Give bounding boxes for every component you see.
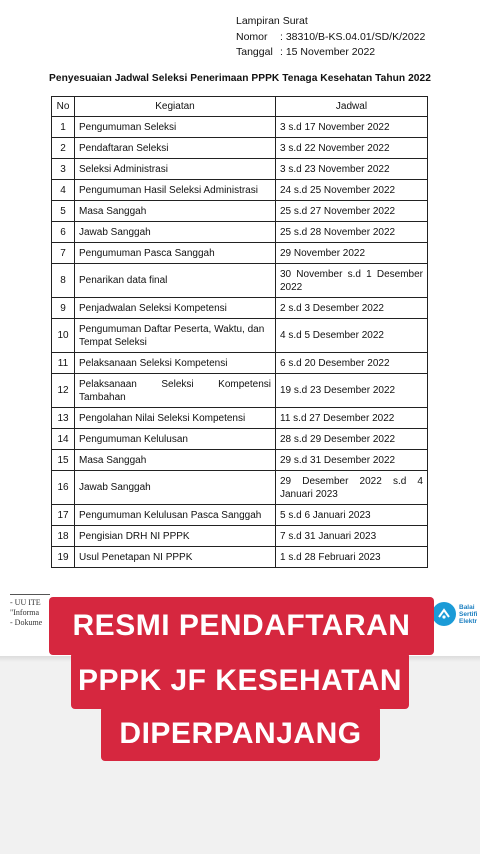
row-jadwal: 5 s.d 6 Januari 2023 — [276, 505, 428, 526]
table-row — [52, 180, 428, 201]
table-row — [52, 471, 428, 505]
banner-line-3: DIPERPANJANG — [101, 706, 380, 761]
banner-line-1: RESMI PENDAFTARAN — [49, 597, 434, 655]
row-kegiatan: Masa Sanggah — [75, 201, 276, 222]
footer-note: "Informa — [10, 608, 40, 617]
bsre-logo — [432, 602, 477, 626]
row-kegiatan: Penarikan data final — [75, 264, 276, 298]
table-row — [52, 408, 428, 429]
row-kegiatan: Pengumuman Kelulusan Pasca Sanggah — [75, 505, 276, 526]
table-row — [52, 547, 428, 568]
header-kegiatan: Kegiatan — [75, 97, 276, 117]
document-title: Penyesuaian Jadwal Seleksi Penerimaan PPPK Tenaga Kesehatan Tahun 2022 — [49, 73, 431, 84]
row-jadwal: 4 s.d 5 Desember 2022 — [276, 319, 428, 353]
row-jadwal: 29 November 2022 — [276, 243, 428, 264]
row-jadwal: 3 s.d 22 November 2022 — [276, 138, 428, 159]
attachment-heading: Lampiran Surat — [236, 15, 308, 27]
tanggal-label: Tanggal — [236, 46, 273, 58]
table-header-row — [52, 97, 428, 117]
row-kegiatan: Pengumuman Pasca Sanggah — [75, 243, 276, 264]
tanggal-value: : 15 November 2022 — [280, 46, 376, 58]
nomor-value: : 38310/B-KS.04.01/SD/K/2022 — [280, 30, 426, 43]
row-kegiatan: Usul Penetapan NI PPPK — [75, 547, 276, 568]
row-kegiatan: Seleksi Administrasi — [75, 159, 276, 180]
row-kegiatan: Jawab Sanggah — [75, 471, 276, 505]
table-row — [52, 264, 428, 298]
row-jadwal: 29 Desember 2022 s.d 4 Januari 2023 — [276, 471, 428, 505]
footer-divider — [10, 594, 50, 595]
table-row — [52, 374, 428, 408]
row-kegiatan: Pengumuman Seleksi — [75, 117, 276, 138]
header-jadwal: Jadwal — [276, 97, 428, 117]
footer-note: - Dokume — [10, 618, 43, 627]
table-row — [52, 138, 428, 159]
row-no: 2 — [52, 138, 75, 159]
bsre-logo-text: Balai Sertifi Elektr — [459, 603, 478, 625]
row-jadwal: 29 s.d 31 Desember 2022 — [276, 450, 428, 471]
row-no: 11 — [52, 353, 75, 374]
nomor-row — [236, 30, 425, 46]
row-no: 5 — [52, 201, 75, 222]
row-no: 13 — [52, 408, 75, 429]
schedule-table — [51, 96, 428, 568]
row-jadwal: 2 s.d 3 Desember 2022 — [276, 298, 428, 319]
bsre-logo-icon — [432, 602, 456, 626]
row-no: 1 — [52, 117, 75, 138]
table-row — [52, 159, 428, 180]
nomor-label: Nomor — [236, 30, 268, 43]
row-jadwal: 30 November s.d 1 Desember 2022 — [276, 264, 428, 298]
row-no: 15 — [52, 450, 75, 471]
row-jadwal: 24 s.d 25 November 2022 — [276, 180, 428, 201]
row-jadwal: 1 s.d 28 Februari 2023 — [276, 547, 428, 568]
row-jadwal: 7 s.d 31 Januari 2023 — [276, 526, 428, 547]
banner-line-2: PPPK JF KESEHATAN — [71, 652, 409, 709]
row-jadwal: 11 s.d 27 Desember 2022 — [276, 408, 428, 429]
row-jadwal: 25 s.d 28 November 2022 — [276, 222, 428, 243]
row-kegiatan: Pelaksanaan Seleksi Kompetensi — [75, 353, 276, 374]
row-no: 14 — [52, 429, 75, 450]
row-no: 3 — [52, 159, 75, 180]
row-no: 9 — [52, 298, 75, 319]
table-row — [52, 450, 428, 471]
table-row — [52, 526, 428, 547]
row-no: 18 — [52, 526, 75, 547]
table-row — [52, 298, 428, 319]
row-kegiatan: Masa Sanggah — [75, 450, 276, 471]
row-no: 12 — [52, 374, 75, 408]
row-kegiatan: Pendaftaran Seleksi — [75, 138, 276, 159]
row-no: 16 — [52, 471, 75, 505]
row-kegiatan: Pengumuman Hasil Seleksi Administrasi — [75, 180, 276, 201]
attachment-header — [236, 14, 425, 61]
row-no: 6 — [52, 222, 75, 243]
footer-note: - UU ITE — [10, 598, 41, 607]
row-no: 8 — [52, 264, 75, 298]
table-row — [52, 117, 428, 138]
row-no: 10 — [52, 319, 75, 353]
tanggal-row — [236, 45, 425, 61]
table-row — [52, 319, 428, 353]
row-jadwal: 28 s.d 29 Desember 2022 — [276, 429, 428, 450]
row-no: 19 — [52, 547, 75, 568]
row-no: 4 — [52, 180, 75, 201]
table-row — [52, 201, 428, 222]
footer-notes — [10, 598, 42, 628]
table-row — [52, 222, 428, 243]
row-kegiatan: Pengisian DRH NI PPPK — [75, 526, 276, 547]
table-row — [52, 353, 428, 374]
row-kegiatan: Jawab Sanggah — [75, 222, 276, 243]
row-kegiatan: Penjadwalan Seleksi Kompetensi — [75, 298, 276, 319]
table-row — [52, 243, 428, 264]
row-kegiatan: Pengumuman Kelulusan — [75, 429, 276, 450]
row-kegiatan: Pengolahan Nilai Seleksi Kompetensi — [75, 408, 276, 429]
row-jadwal: 3 s.d 23 November 2022 — [276, 159, 428, 180]
header-no: No — [52, 97, 75, 117]
row-no: 7 — [52, 243, 75, 264]
table-body — [52, 117, 428, 568]
row-no: 17 — [52, 505, 75, 526]
row-jadwal: 19 s.d 23 Desember 2022 — [276, 374, 428, 408]
row-kegiatan: Pelaksanaan Seleksi Kompetensi Tambahan — [75, 374, 276, 408]
row-kegiatan: Pengumuman Daftar Peserta, Waktu, dan Tempat Seleksi — [75, 319, 276, 353]
row-jadwal: 3 s.d 17 November 2022 — [276, 117, 428, 138]
row-jadwal: 25 s.d 27 November 2022 — [276, 201, 428, 222]
table-row — [52, 505, 428, 526]
row-jadwal: 6 s.d 20 Desember 2022 — [276, 353, 428, 374]
table-row — [52, 429, 428, 450]
